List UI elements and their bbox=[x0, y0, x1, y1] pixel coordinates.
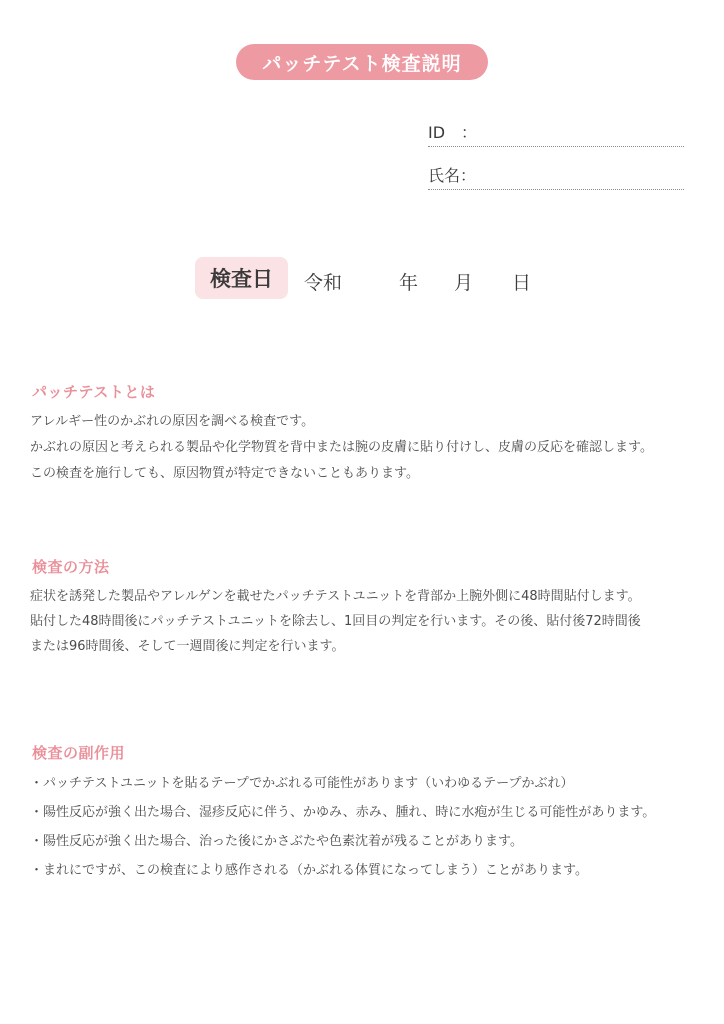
exam-date-label: 検査日 bbox=[195, 257, 288, 299]
section-side-effects-line: ・パッチテストユニットを貼るテープでかぶれる可能性があります（いわゆるテープかぶれ） bbox=[30, 776, 574, 791]
exam-date-era: 令和 bbox=[304, 272, 343, 294]
exam-date-day-unit: 日 bbox=[512, 272, 532, 294]
section-method-line: または96時間後、そして一週間後に判定を行います。 bbox=[30, 639, 345, 654]
exam-date-year-unit: 年 bbox=[399, 272, 419, 294]
section-heading-method: 検査の方法 bbox=[32, 558, 110, 576]
exam-date-month-unit: 月 bbox=[454, 272, 474, 294]
section-method-line: 貼付した48時間後にパッチテストユニットを除去し、1回目の判定を行います。その後、貼付後72時間後 bbox=[30, 614, 641, 629]
document-title: パッチテスト検査説明 bbox=[236, 44, 488, 80]
section-side-effects-line: ・陽性反応が強く出た場合、治った後にかさぶたや色素沈着が残ることがあります。 bbox=[30, 834, 523, 849]
section-heading-side-effects: 検査の副作用 bbox=[32, 744, 126, 762]
name-field[interactable] bbox=[428, 163, 684, 190]
section-about-line: かぶれの原因と考えられる製品や化学物質を背中または腕の皮膚に貼り付けし、皮膚の反応を確認します。 bbox=[30, 440, 653, 455]
id-label: ID ： bbox=[428, 123, 478, 142]
section-side-effects-line: ・まれにですが、この検査により感作される（かぶれる体質になってしまう）ことがあります。 bbox=[30, 863, 588, 878]
section-method-line: 症状を誘発した製品やアレルゲンを載せたパッチテストユニットを背部か上腕外側に48時間貼付します。 bbox=[30, 589, 641, 604]
section-side-effects-line: ・陽性反応が強く出た場合、湿疹反応に伴う、かゆみ、赤み、腫れ、時に水疱が生じる可能性があります。 bbox=[30, 805, 656, 820]
name-label: 氏名： bbox=[428, 166, 477, 185]
section-about-line: この検査を施行しても、原因物質が特定できないこともあります。 bbox=[30, 466, 419, 481]
exam-date-row bbox=[195, 257, 288, 299]
id-field[interactable] bbox=[428, 120, 684, 147]
section-about-line: アレルギー性のかぶれの原因を調べる検査です。 bbox=[30, 414, 315, 429]
section-heading-about: パッチテストとは bbox=[32, 383, 156, 401]
